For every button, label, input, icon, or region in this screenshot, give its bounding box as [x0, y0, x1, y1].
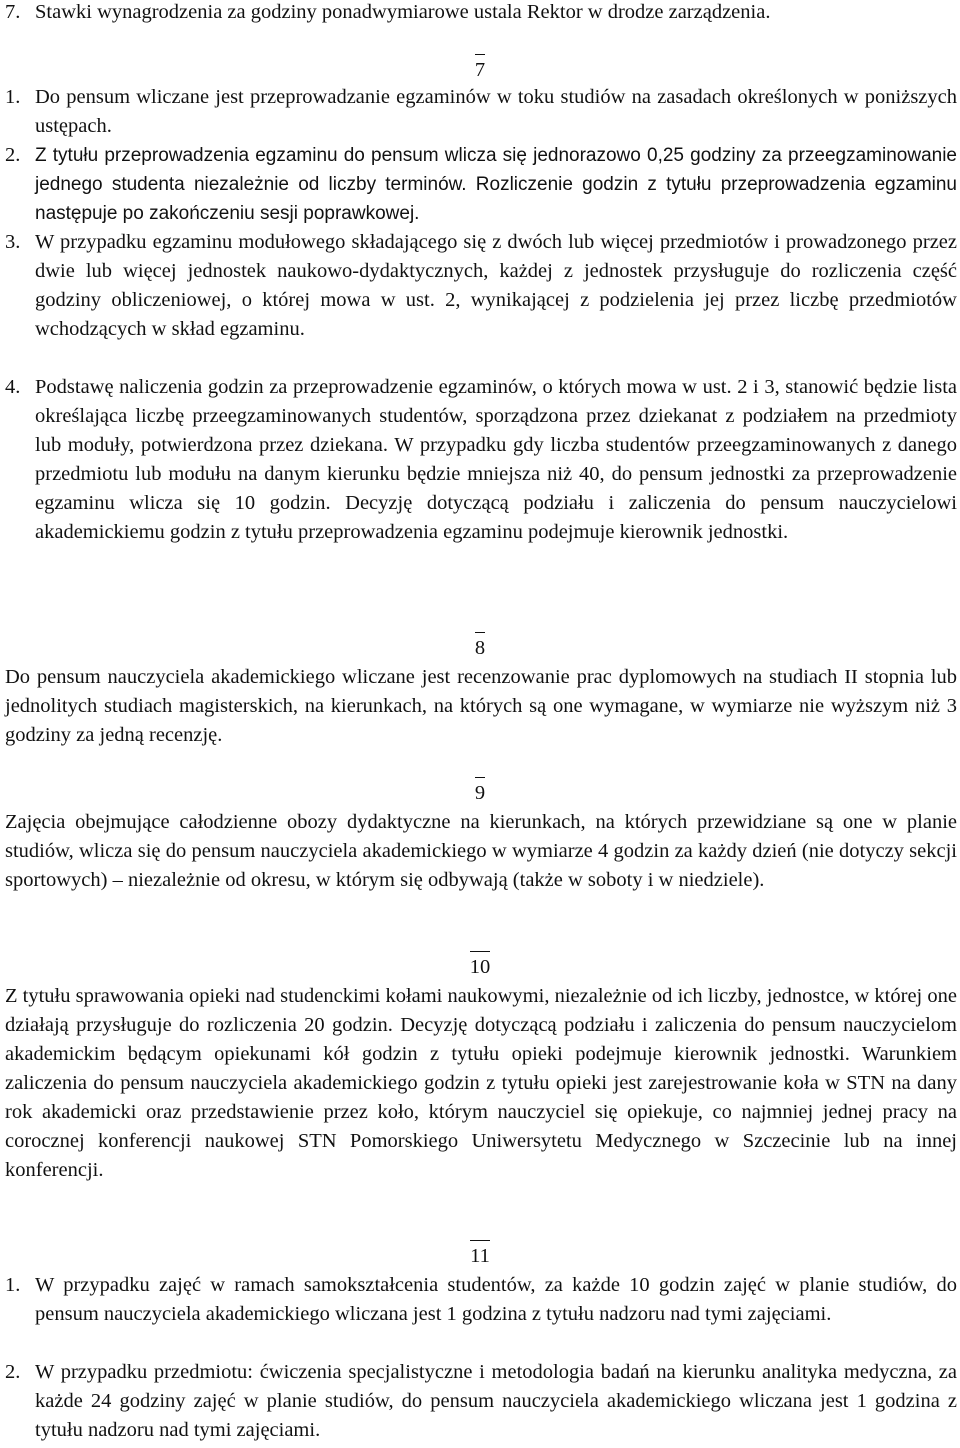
item-text: W przypadku przedmiotu: ćwiczenia specjalistyczne i metodologia badań na kierunku analityka medyczna, za każde 24 godziny zajęć w planie studiów, do pensum nauczyciela akademickiego wliczana jest 1 godzina z tytułu nadzoru nad tymi zajęciami.: [35, 1361, 957, 1441]
item-number: 4.: [5, 376, 21, 398]
item-number: 1.: [5, 1274, 21, 1296]
section-number: 7: [475, 56, 485, 85]
section-number: 10: [470, 953, 491, 982]
item-number: 3.: [5, 231, 21, 253]
item-text: W przypadku zajęć w ramach samokształcenia studentów, za każde 10 godzin zajęć w planie studiów, do pensum nauczyciela akademickiego wliczana jest 1 godzina z tytułu nadzoru nad tymi zajęciami.: [35, 1274, 957, 1325]
section-number: 11: [470, 1242, 490, 1271]
section-number: 8: [475, 634, 485, 663]
item-text: Podstawę naliczenia godzin za przeprowadzenie egzaminów, o których mowa w ust. 2 i 3, stanowić będzie lista określająca liczbę przeegzaminowanych studentów, sporządzona przez dziekanat z podziałem na przedmioty lub moduły, potwierdzona przez dziekana. W przypadku gdy liczba studentów przeegzaminowanych z danego przedmiotu lub modułu na danym kierunku będzie mniejsza niż 40, do pensum jednostki za przeprowadzenie egzaminu wlicza się 10 godzin. Decyzję dotyczącą podziału i zaliczenia do pensum nauczycielowi akademickiemu godzin z tytułu przeprowadzenia egzaminu podejmuje kierownik jednostki.: [35, 376, 957, 543]
list-item: [5, 141, 957, 228]
item-text: Do pensum wliczane jest przeprowadzanie egzaminów w toku studiów na zasadach określonych w poniższych ustępach.: [35, 86, 957, 137]
list-item: [5, 0, 957, 27]
item-number: 2.: [5, 1361, 21, 1383]
item-number: 7.: [5, 1, 21, 23]
item-text: Stawki wynagrodzenia za godziny ponadwymiarowe ustala Rektor w drodze zarządzenia.: [35, 1, 771, 23]
list-item: [5, 228, 957, 344]
section-heading-11: [0, 1242, 960, 1271]
section-heading-9: [0, 779, 960, 808]
list-item: [5, 1358, 957, 1445]
section-10-text: Z tytułu sprawowania opieki nad studenckimi kołami naukowymi, niezależnie od ich liczby, jednostce, w której one działają przysługuje do rozliczenia 20 godzin. Decyzję dotyczącą podziału i zaliczenia do pensum nauczycielom akademickim będącym opiekunami kół godzin z tytułu opieki podejmuje kierownik jednostki. Warunkiem zaliczenia do pensum nauczyciela akademickiego godzin z tytułu opieki jest zarejestrowanie koła w STN na dany rok akademicki oraz przedstawienie przez koło, którym nauczyciel się opiekuje, co najmniej jednej pracy na corocznej konferencji naukowej STN Pomorskiego Uniwersytetu Medycznego w Szczecinie lub na innej konferencji.: [5, 985, 957, 1181]
item-text: W przypadku egzaminu modułowego składającego się z dwóch lub więcej przedmiotów i prowadzonego przez dwie lub więcej jednostek naukowo-dydaktycznych, każdej z jednostek przysługuje do rozliczenia część godziny obliczeniowej, o której mowa w ust. 2, wynikającej z podzielenia jej przez liczbę przedmiotów wchodzących w skład egzaminu.: [35, 231, 957, 340]
section-heading-7: [0, 56, 960, 85]
list-item: [5, 373, 957, 547]
section-8-text: Do pensum nauczyciela akademickiego wliczane jest recenzowanie prac dyplomowych na studiach II stopnia lub jednolitych studiach magisterskich, na kierunkach, na których są one wymagane, w wymiarze nie wyższym niż 3 godziny za jedną recenzję.: [5, 666, 957, 746]
section-number: 9: [475, 779, 485, 808]
item-number: 1.: [5, 86, 21, 108]
section-9-text: Zajęcia obejmujące całodzienne obozy dydaktyczne na kierunkach, na których przewidziane są one w planie studiów, wlicza się do pensum nauczyciela akademickiego w wymiarze 4 godzin za każdy dzień (nie dotyczy sekcji sportowych) – niezależnie od okresu, w którym się odbywają (także w soboty i w niedziele).: [5, 811, 957, 891]
item-number: 2.: [5, 144, 21, 166]
list-item: [5, 83, 957, 141]
item-text: Z tytułu przeprowadzenia egzaminu do pensum wlicza się jednorazowo 0,25 godziny za przeegzaminowanie jednego studenta niezależnie od liczby terminów. Rozliczenie godzin z tytułu przeprowadzenia egzaminu następuje po zakończeniu sesji poprawkowej.: [35, 145, 957, 224]
list-item: [5, 1271, 957, 1329]
section-heading-8: [0, 634, 960, 663]
section-heading-10: [0, 953, 960, 982]
